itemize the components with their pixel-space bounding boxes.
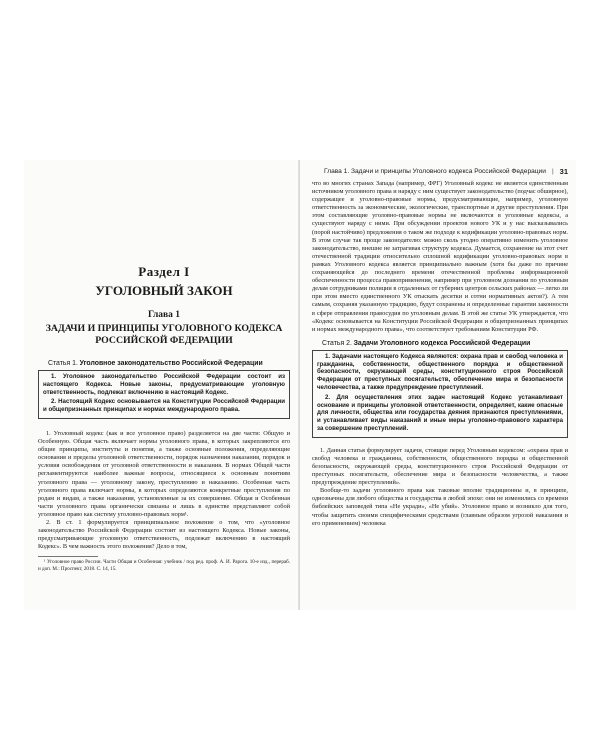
footnote: ¹ Уголовное право России. Части Общая и Особенная: учебник / под ред. проф. А. И. Рарога. 10-е изд., перераб. и доп. М.: Проспект, 2018. С. 14, 15. — [38, 559, 290, 572]
article-clause: 2. Настоящий Кодекс основывается на Конституции Российской Федерации и общепризнанных принципах и нормах международного права. — [43, 398, 285, 414]
chapter-label: Глава 1 — [147, 310, 181, 320]
commentary — [38, 430, 290, 551]
article-clause: 1. Задачами настоящего Кодекса являются: охрана прав и свобод человека и гражданина, собственности, общественного порядка и общественной безопасности, окружающей среды, конституционного строя Российской Федерации от преступных посягательств, обеспечение мира и безопасности человечества, а также предупреждение преступлений. — [317, 352, 563, 391]
footnote-rule — [38, 556, 98, 557]
commentary-paragraph: Вообще-то задачи уголовного права как таковые вполне традиционны и, в принципе, однозначны для любого общества и государства в любой эпохе: они не изменились со времени библейских заповедей типа «Не укради», «Не убий». Уголовное право и возникло для того, чтобы защитить своими специфическими средствами (главным образом угрозой наказания и его применением) человека — [312, 487, 568, 527]
article-heading — [312, 340, 568, 347]
section-label: Раздел I — [138, 264, 190, 279]
header-separator: | — [551, 167, 554, 175]
left-page — [24, 160, 300, 610]
article-heading — [38, 360, 290, 367]
article-title: Задачи Уголовного кодекса Российской Федерации — [353, 339, 531, 347]
commentary — [312, 447, 568, 528]
commentary-continued — [312, 180, 568, 334]
commentary-paragraph: что во многих странах Запада (например, ФРГ) Уголовный кодекс не является единственным источником уголовного права и наряду с ним существует законодательство (подчас обширное), содержащее и уголовно-правовые нормы, предусматривающие, например, уголовную ответственность за экономические, экологические, транспортные и другие преступления. При этом составляющие уголовно-правовые нормы не включаются в уголовные кодексы, а существуют наряду с ними. При обсуждении проектов нового УК и у нас высказывались (порой настойчиво) предложения о таком же подходе к кодификации уголовно-правовых норм. В этом случае так проще законодателю: можно сколь угодно оперативно изменить уголовное законодательство, внешне не затрагивая структуру кодекса. Думается, сохранение на этот счет отечественной традиции относительно сплошной кодификации уголовно-правовых норм в рамках Уголовного кодекса является принципиально важным (хотя бы даже по причине сохраняющейся до последнего времени отечественной проблемы информационной обеспеченности процесса правоприменения, например при уголовном дознании по уголовным делам сотрудниками полиции в отдаленных от губерних центров сельских районах — легко ли при этом вместо единственного УК отыскать десятки и сотни нормативных актов?). А тем самым, сохраняя указанную традицию, будут сохранены и определенные гарантии законности в сфере отправления правосудия по уголовным делам. В этой же статье УК утверждается, что «Кодекс основывается на Конституции Российской Федерации и общепризнанных принципах и нормах международного права», что соответствует требованиям Конституции РФ. — [312, 180, 568, 333]
article-clause: 1. Уголовное законодательство Российской Федерации состоит из настоящего Кодекса. Новые законы, предусматривающие уголовную ответственность, подлежат включению в настоящий Кодекс. — [43, 373, 285, 396]
page-number: 31 — [559, 166, 568, 176]
article-clause: 2. Для осуществления этих задач настоящий Кодекс устанавливает основание и принципы уголовной ответственности, определяет, какие опасные для личности, общества или государства деяния признаются преступлениями, и устанавливает виды наказаний и иные меры уголовно-правового характера за совершение преступлений. — [317, 393, 563, 432]
article-title: Уголовное законодательство Российской Федерации — [79, 360, 263, 367]
article-label: Статья 2. — [322, 339, 352, 347]
article-label: Статья 1. — [48, 360, 78, 367]
article-text-box — [312, 350, 568, 438]
commentary-paragraph: 1. Данная статья формулирует задачи, стоящие перед Уголовным кодексом: «охрана прав и свобод человека и гражданина, собственности, общественного порядка и общественной безопасности, окружающей среды, конституционного строя Российской Федерации от преступных посягательств, обеспечение мира и безопасности человечества, а также предупреждение преступлений». — [312, 446, 568, 487]
chapter-title: ЗАДАЧИ И ПРИНЦИПЫ УГОЛОВНОГО КОДЕКСА РОССИЙСКОЙ ФЕДЕРАЦИИ — [45, 323, 283, 346]
section-title: УГОЛОВНЫЙ ЗАКОН — [95, 283, 233, 298]
right-page — [300, 160, 576, 610]
article-text-box — [38, 370, 290, 419]
running-header — [312, 166, 568, 176]
commentary-paragraph: 1. Уголовный кодекс (как и все уголовное право) разделяется на две части: Общую и Особенную. Общая часть включает нормы уголовного права, в которых закрепляются его общие принципы, институты и понятия, а также основные положения, определяющие основания и пределы уголовной ответственности, порядок назначения наказания, порядок и условия освобождения от уголовной ответственности и наказания. В нормах Общей части регламентируются наиболее важные вопросы, относящиеся к основным понятиям уголовного права — уголовному закону, преступлению и наказанию. Особенная часть уголовного права включает нормы, в которых определяются конкретные преступления по родам и видам, а также наказания, установленные за их совершение. Общая и Особенная части уголовного права органически связаны и лишь в единстве представляют собой уголовное право как систему уголовно-правовых норм¹. — [38, 429, 290, 518]
running-header-text: Глава 1. Задачи и принципы Уголовного кодекса Российской Федерации — [324, 167, 546, 175]
commentary-paragraph: 2. В ст. 1 формулируется принципиальное положение о том, что «уголовное законодательство Российской Федерации состоит из настоящего Кодекса. Новые законы, предусматривающие уголовную ответственность, подлежат включению в настоящий Кодекс». В чем важность этого положения? Дело в том, — [38, 519, 290, 551]
